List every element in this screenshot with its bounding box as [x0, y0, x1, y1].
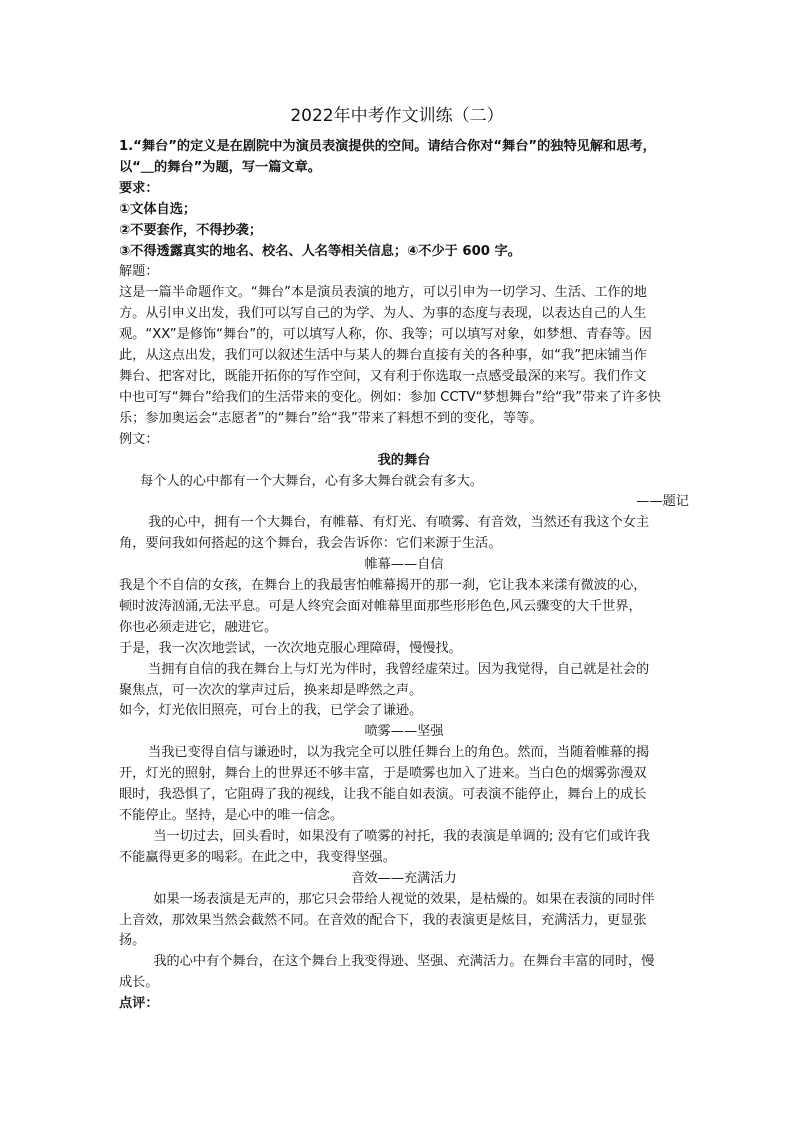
analysis-line: 中也可写“舞台”给我们的生活带来的变化。例如：参加 CCTV“梦想舞台”给“我”带来了许多快	[119, 389, 662, 405]
section-subtitle: 喷雾——坚强	[364, 724, 444, 740]
analysis-line: 方。从引申义出发，我们可以写自己的为学、为人、为事的态度与表现，以表达自己的人生	[119, 306, 647, 322]
essay-line: 上音效，那效果当然会截然不同。在音效的配合下，我的表演更是炫目，充满活力，更显张	[119, 912, 647, 928]
comment-label: 点评：	[119, 996, 159, 1012]
analysis-line: 舞台、把客对比，既能开拓你的写作空间，又有利于你选取一点感受最深的来写。我们作文	[119, 368, 647, 384]
essay-line: 于是，我一次次地尝试，一次次地克服心理障碍，慢慢找。	[119, 640, 462, 656]
essay-line: 眼时，我恐惧了，它阻碍了我的视线，让我不能自如表演。可表演不能停止，舞台上的成长	[119, 787, 647, 803]
requirement-item: ③不得透露真实的地名、校名、人名等相关信息；④不少于 600 字。	[119, 243, 521, 259]
essay-line: 成长。	[119, 975, 159, 991]
essay-line: 当一切过去，回头看时，如果没有了喷雾的衬托，我的表演是单调的; 没有它们或许我	[153, 828, 650, 844]
essay-line: 不能赢得更多的喝彩。在此之中，我变得坚强。	[119, 849, 396, 865]
essay-line: 聚焦点，可一次次的掌声过后，换来却是哗然之声。	[119, 682, 423, 698]
analysis-line: 此，从这点出发，我们可以叙述生活中与某人的舞台直接有关的各种事，如“我”把床铺当作	[119, 348, 647, 364]
essay-line: 如今，灯光依旧照亮，可台上的我，已学会了谦逊。	[119, 703, 423, 719]
example-label: 例文：	[119, 431, 159, 447]
requirement-item: ②不要套作，不得抄袭；	[119, 222, 263, 238]
essay-line: 我的心中，拥有一个大舞台，有帷幕、有灯光、有喷雾、有音效，当然还有我这个女主	[148, 515, 650, 531]
question-line: 以“＿的舞台”为题，写一篇文章。	[119, 159, 321, 175]
epigraph-tag: ——题记	[636, 494, 689, 510]
requirements-label: 要求：	[119, 180, 159, 196]
essay-line: 开，灯光的照射，舞台上的世界还不够丰富，于是喷雾也加入了进来。当白色的烟雾弥漫双	[119, 766, 647, 782]
essay-line: 顿时波涛汹涌,无法平息。可是人终究会面对帷幕里面那些形形色色,风云骤变的大千世界，	[119, 598, 642, 614]
essay-line: 我是个不自信的女孩，在舞台上的我最害怕帷幕揭开的那一刹，它让我本来漾有微波的心，	[119, 578, 647, 594]
essay-line: 你也必须走进它，融进它。	[119, 619, 278, 635]
document-body	[119, 137, 689, 1015]
essay-line: 当拥有自信的我在舞台上与灯光为伴时，我曾经虚荣过。因为我觉得，自己就是社会的	[148, 661, 650, 677]
analysis-line: 这是一篇半命题作文。“舞台”本是演员表演的地方，可以引申为一切学习、生活、工作的地	[119, 285, 647, 301]
question-line: 1.“舞台”的定义是在剧院中为演员表演提供的空间。请结合你对“舞台”的独特见解和思考，	[119, 139, 656, 154]
section-subtitle: 音效——充满活力	[351, 870, 457, 886]
epigraph: 每个人的心中都有一个大舞台，心有多大舞台就会有多大。	[140, 473, 483, 489]
essay-line: 当我已变得自信与谦逊时，以为我完全可以胜任舞台上的角色。然而，当随着帷幕的揭	[148, 745, 650, 761]
essay-line: 我的心中有个舞台，在这个舞台上我变得逊、坚强、充满活力。在舞台丰富的同时，慢	[153, 954, 655, 970]
essay-title: 我的舞台	[377, 452, 431, 468]
analysis-label: 解题：	[119, 264, 159, 280]
analysis-line: 乐；参加奥运会“志愿者”的“舞台”给“我”带来了料想不到的变化，等等。	[119, 410, 543, 426]
analysis-line: 观。“XX”是修饰“舞台”的，可以填写人称，你、我等；可以填写对象，如梦想、青春等。因	[119, 327, 652, 343]
essay-line: 如果一场表演是无声的，那它只会带给人视觉的效果，是枯燥的。如果在表演的同时伴	[153, 891, 655, 907]
section-subtitle: 帷幕——自信	[364, 557, 444, 573]
essay-line: 扬。	[119, 933, 146, 949]
essay-line: 角，要问我如何搭起的这个舞台，我会告诉你：它们来源于生活。	[119, 536, 502, 552]
essay-line: 不能停止。坚持，是心中的唯一信念。	[119, 808, 344, 823]
requirement-item: ①文体自选；	[119, 201, 197, 217]
document-title: 2022年中考作文训练（二）	[290, 106, 504, 126]
